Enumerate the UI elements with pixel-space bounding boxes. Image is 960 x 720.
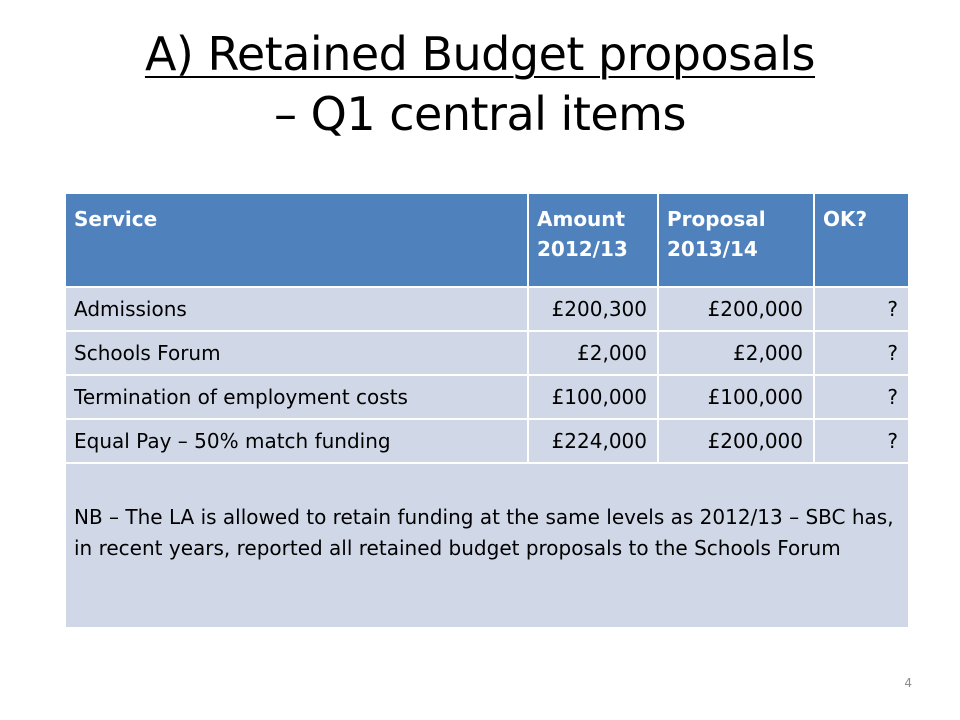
table-header-row [66, 194, 908, 287]
proposal-cell: £100,000 [658, 375, 814, 419]
service-cell: Equal Pay – 50% match funding [66, 419, 528, 463]
note-row [66, 463, 908, 627]
header-ok: OK? [814, 194, 908, 287]
table-row [66, 419, 908, 463]
ok-cell: ? [814, 375, 908, 419]
budget-table [66, 194, 908, 627]
ok-cell: ? [814, 419, 908, 463]
service-cell: Admissions [66, 287, 528, 331]
table-row [66, 375, 908, 419]
table-row [66, 331, 908, 375]
header-proposal: Proposal 2013/14 [658, 194, 814, 287]
service-cell: Termination of employment costs [66, 375, 528, 419]
note-text: NB – The LA is allowed to retain funding at the same levels as 2012/13 – SBC has, in recent years, reported all retained budget proposals to the Schools Forum [66, 463, 908, 627]
service-cell: Schools Forum [66, 331, 528, 375]
slide-title [40, 24, 920, 144]
proposal-cell: £200,000 [658, 287, 814, 331]
ok-cell: ? [814, 331, 908, 375]
page-number: 4 [904, 676, 912, 690]
title-line-1: A) Retained Budget proposals [144, 27, 816, 81]
title-line-2: – Q1 central items [274, 87, 686, 141]
table-row [66, 287, 908, 331]
ok-cell: ? [814, 287, 908, 331]
proposal-cell: £200,000 [658, 419, 814, 463]
amount-cell: £224,000 [528, 419, 658, 463]
proposal-cell: £2,000 [658, 331, 814, 375]
amount-cell: £2,000 [528, 331, 658, 375]
amount-cell: £100,000 [528, 375, 658, 419]
header-service: Service [66, 194, 528, 287]
header-amount: Amount 2012/13 [528, 194, 658, 287]
amount-cell: £200,300 [528, 287, 658, 331]
